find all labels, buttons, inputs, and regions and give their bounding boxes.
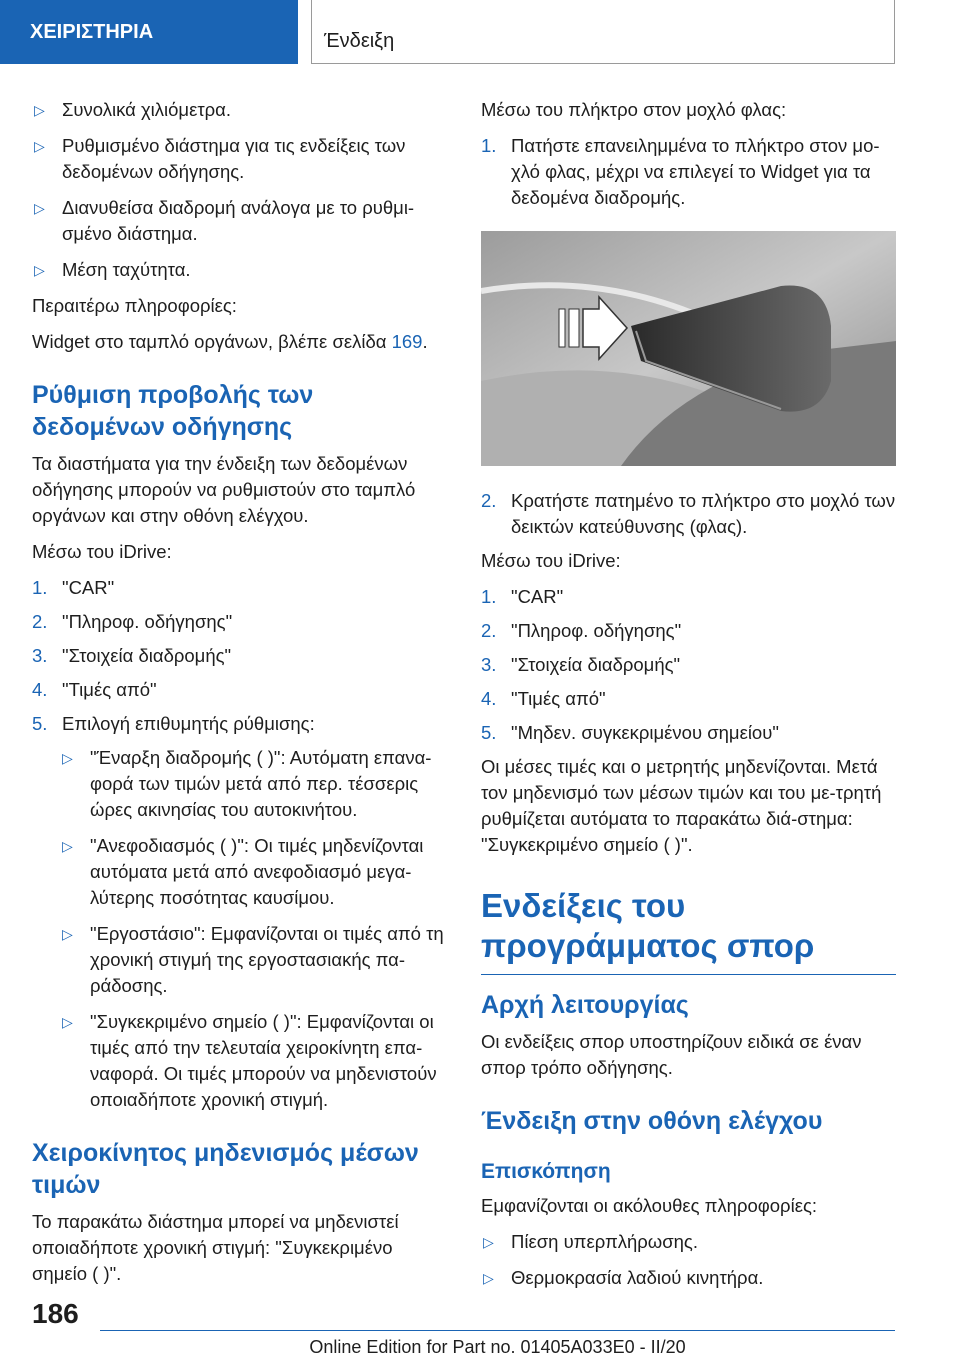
via-button-label: Μέσω του πλήκτρο στον μοχλό φλας: [481, 99, 787, 120]
list-item: ▷ Συνολικά χιλιόμετρα. [32, 97, 447, 123]
heading-control-display: Ένδειξη στην οθόνη ελέγχου [481, 1107, 823, 1135]
right-column [481, 97, 896, 1301]
list-item: ▷ "Έναρξη διαδρομής ( )": Αυτόματη επανα‐φορά των τιμών μετά από περ. τέσσερις ώρες ακινησίας του αυτοκινήτου. [62, 747, 432, 820]
step-item: 5. "Μηδεν. συγκεκριμένου σημείου" [481, 722, 779, 743]
triangle-bullet-icon: ▷ [62, 1014, 73, 1030]
principle-text: Οι ενδείξεις σπορ υποστηρίζουν ειδικά σε έναν σπορ τρόπο οδήγησης. [481, 1031, 862, 1078]
section-tab: ΧΕΙΡΙΣΤΗΡΙΑ [0, 0, 298, 64]
list-item: ▷ "Συγκεκριμένο σημείο ( )": Εμφανίζονται οι τιμές από την τελευταία χειροκίνητη επα‐ναφορά. Οι τιμές μπορούν να μηδενιστούν οποιαδήποτε χρονική στιγμή. [62, 1011, 437, 1110]
step-item: 2. Κρατήστε πατημένο το πλήκτρο στο μοχλό των δεικτών κατεύθυνσης (φλας). [481, 490, 896, 537]
via-idrive-label: Μέσω του iDrive: [32, 541, 172, 562]
triangle-bullet-icon: ▷ [34, 102, 45, 118]
list-item: ▷ Ρυθμισμένο διάστημα για τις ενδείξεις των δεδομένων οδήγησης. [34, 135, 406, 182]
footer-edition: Online Edition for Part no. 01405A033E0 - II/20 [309, 1337, 686, 1357]
step-item: 5. Επιλογή επιθυμητής ρύθμισης: [32, 713, 315, 734]
setting-text: Τα διαστήματα για την ένδειξη των δεδομένων οδήγησης μπορούν να ρυθμιστούν στο ταμπλό οργάνων και στην οθόνη ελέγχου. [32, 453, 416, 526]
heading-sport-displays: Ενδείξεις του προγράμματος σπορ [481, 887, 815, 964]
via-idrive-label: Μέσω του iDrive: [481, 550, 621, 571]
list-item: ▷ "Εργοστάσιο": Εμφανίζονται οι τιμές από τη χρονική στιγμή της εργοστασιακής πα‐ράδοσης. [62, 923, 444, 996]
triangle-bullet-icon: ▷ [34, 262, 45, 278]
step-item: 4. "Τιμές από" [32, 679, 157, 700]
step-item: 2. "Πληροφ. οδήγησης" [32, 611, 233, 632]
heading-overview: Επισκόπηση [481, 1160, 611, 1183]
step-item: 1. "CAR" [481, 586, 564, 607]
triangle-bullet-icon: ▷ [62, 750, 73, 766]
step-item: 1. Πατήστε επανειλημμένα το πλήκτρο στον μο‐χλό φλας, μέχρι να επιλεγεί το Widget για τα δεδομένα διαδρομής. [481, 135, 880, 208]
step-item: 1. "CAR" [32, 577, 115, 598]
divider [481, 974, 896, 975]
more-info-label: Περαιτέρω πληροφορίες: [32, 295, 237, 316]
page-link[interactable]: 169 [391, 331, 423, 352]
overview-text: Εμφανίζονται οι ακόλουθες πληροφορίες: [481, 1195, 817, 1216]
list-item: ▷ Διανυθείσα διαδρομή ανάλογα με το ρυθμι‐σμένο διάστημα. [34, 197, 415, 244]
heading-manual-reset: Χειροκίνητος μηδενισμός μέσων τιμών [32, 1139, 419, 1199]
step-item: 4. "Τιμές από" [481, 688, 606, 709]
topic-tab: Ένδειξη [311, 0, 895, 64]
triangle-bullet-icon: ▷ [62, 926, 73, 942]
list-item: ▷ Πίεση υπερπλήρωσης. [481, 1229, 896, 1255]
triangle-bullet-icon: ▷ [34, 200, 45, 216]
triangle-bullet-icon: ▷ [483, 1234, 494, 1250]
triangle-bullet-icon: ▷ [483, 1270, 494, 1286]
page-number: 186 [32, 1298, 79, 1329]
triangle-bullet-icon: ▷ [34, 138, 45, 154]
triangle-bullet-icon: ▷ [62, 838, 73, 854]
list-item: ▷ "Ανεφοδιασμός ( )": Οι τιμές μηδενίζονται αυτόματα μετά από ανεφοδιασμό μεγα‐λύτερης ποσότητας καυσίμου. [62, 835, 424, 908]
list-item: ▷ Μέση ταχύτητα. [32, 257, 447, 283]
left-column [32, 97, 447, 1297]
heading-principle: Αρχή λειτουργίας [481, 991, 689, 1019]
heading-setting: Ρύθμιση προβολής των δεδομένων οδήγησης [32, 381, 314, 441]
turn-signal-lever-image [481, 231, 896, 466]
list-item: ▷ Θερμοκρασία λαδιού κινητήρα. [481, 1265, 896, 1291]
step-item: 3. "Στοιχεία διαδρομής" [32, 645, 232, 666]
step-item: 3. "Στοιχεία διαδρομής" [481, 654, 681, 675]
widget-reference: Widget στο ταμπλό οργάνων, βλέπε σελίδα 169. [32, 331, 428, 352]
footer-divider [100, 1330, 895, 1331]
manual-reset-text: Το παρακάτω διάστημα μπορεί να μηδενιστεί οποιαδήποτε χρονική στιγμή: "Συγκεκριμένο σημείο ( )". [32, 1211, 399, 1284]
step-item: 2. "Πληροφ. οδήγησης" [481, 620, 682, 641]
reset-text: Οι μέσες τιμές και ο μετρητής μηδενίζονται. Μετά τον μηδενισμό των μέσων τιμών και του με‐τρητή ρυθμίζεται αυτόματα το παρακάτω διά‐στημα: "Συγκεκριμένο σημείο ( )". [481, 756, 882, 855]
